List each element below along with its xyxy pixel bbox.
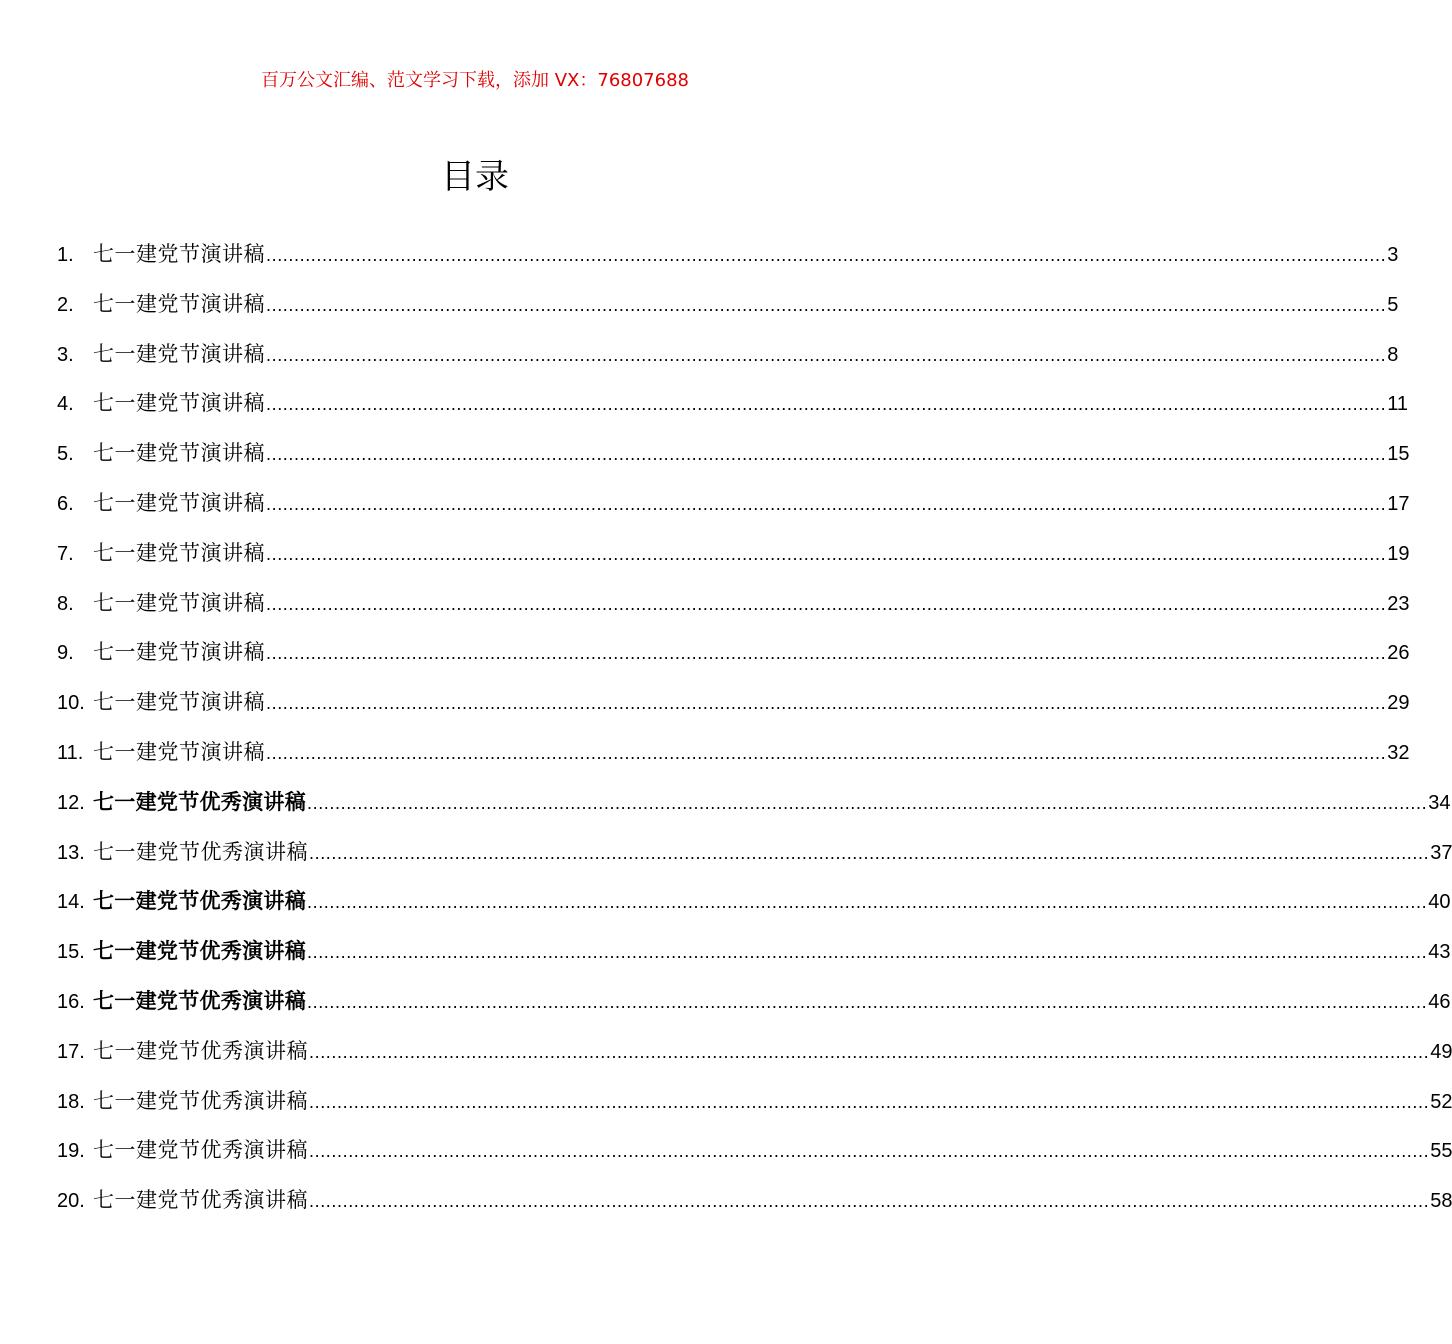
toc-entry[interactable] [57,832,1452,882]
toc-entry-page: 40 [1428,891,1451,914]
toc-entry-title: 七一建党节演讲稿 [93,391,265,416]
toc-entry[interactable] [57,383,1408,433]
toc-entry-title: 七一建党节演讲稿 [93,690,265,715]
toc-entry-title: 七一建党节演讲稿 [93,590,265,615]
toc-entry-number: 9. [57,642,74,665]
toc-entry-number: 5. [57,443,74,466]
toc-leader-dots: ........................................................................................................................................................................................................ [309,1141,1430,1162]
toc-leader-dots: ........................................................................................................................................................................................................ [266,394,1387,415]
toc-entry-number: 18. [57,1090,85,1113]
page-title: 目录 [441,156,509,197]
toc-entry[interactable] [57,732,1410,782]
toc-entry-page: 19 [1387,542,1410,565]
toc-leader-dots: ........................................................................................................................................................................................................ [266,593,1387,614]
toc-entry-title: 七一建党节演讲稿 [93,540,265,565]
table-of-contents [57,234,1452,1230]
toc-leader-dots: ........................................................................................................................................................................................................ [266,493,1387,514]
toc-entry-page: 15 [1387,443,1410,466]
toc-leader-dots: ........................................................................................................................................................................................................ [266,444,1387,465]
toc-entry-title: 七一建党节优秀演讲稿 [93,839,308,864]
toc-entry-page: 43 [1428,941,1451,964]
toc-entry-number: 4. [57,393,74,416]
toc-entry-number: 6. [57,492,74,515]
toc-leader-dots: ........................................................................................................................................................................................................ [309,1041,1430,1062]
toc-leader-dots: ........................................................................................................................................................................................................ [309,1191,1430,1212]
toc-entry-title: 七一建党节优秀演讲稿 [93,1088,308,1113]
toc-entry[interactable] [57,1130,1452,1180]
toc-entry[interactable] [57,881,1451,931]
header-note: 百万公文汇编、范文学习下载，添加 VX：76807688 [261,70,689,91]
toc-entry[interactable] [57,433,1410,483]
toc-entry-title: 七一建党节优秀演讲稿 [93,789,306,814]
toc-entry-title: 七一建党节演讲稿 [93,739,265,764]
toc-entry-number: 1. [57,244,74,266]
toc-entry[interactable] [57,533,1410,583]
toc-leader-dots: ........................................................................................................................................................................................................ [266,543,1387,564]
toc-leader-dots: ........................................................................................................................................................................................................ [307,792,1428,813]
toc-leader-dots: ........................................................................................................................................................................................................ [266,245,1387,265]
toc-entry-number: 16. [57,990,85,1013]
toc-entry-page: 29 [1387,692,1410,715]
toc-leader-dots: ........................................................................................................................................................................................................ [309,1091,1430,1112]
toc-entry-number: 3. [57,343,74,366]
toc-entry-page: 23 [1387,592,1410,615]
toc-entry-title: 七一建党节优秀演讲稿 [93,939,306,964]
toc-entry-page: 32 [1387,741,1410,764]
toc-entry[interactable] [57,583,1410,633]
toc-leader-dots: ........................................................................................................................................................................................................ [266,643,1387,664]
toc-leader-dots: ........................................................................................................................................................................................................ [307,942,1428,963]
toc-entry-number: 7. [57,542,74,565]
toc-entry-page: 3 [1387,244,1399,266]
toc-entry[interactable] [57,632,1410,682]
toc-entry-title: 七一建党节优秀演讲稿 [93,1038,308,1063]
toc-entry-title: 七一建党节优秀演讲稿 [93,1138,308,1163]
toc-entry-number: 20. [57,1190,85,1213]
toc-entry[interactable] [57,483,1410,533]
toc-entry-page: 26 [1387,642,1410,665]
toc-entry-number: 12. [57,791,85,814]
toc-entry-page: 11 [1387,393,1408,416]
toc-leader-dots: ........................................................................................................................................................................................................ [266,742,1387,763]
toc-entry-number: 2. [57,293,74,316]
toc-entry-number: 11. [57,741,84,764]
toc-entry-number: 13. [57,841,85,864]
toc-entry-title: 七一建党节演讲稿 [93,490,265,515]
toc-entry[interactable] [57,682,1410,732]
toc-leader-dots: ........................................................................................................................................................................................................ [266,693,1387,714]
toc-leader-dots: ........................................................................................................................................................................................................ [307,991,1428,1012]
toc-entry[interactable] [57,1180,1452,1230]
toc-leader-dots: ........................................................................................................................................................................................................ [266,344,1387,365]
toc-entry-title: 七一建党节演讲稿 [93,341,265,366]
toc-entry-title: 七一建党节优秀演讲稿 [93,1188,308,1213]
toc-entry[interactable] [57,234,1399,284]
toc-entry[interactable] [57,981,1451,1031]
toc-entry[interactable] [57,931,1451,981]
toc-entry[interactable] [57,334,1399,384]
toc-entry-title: 七一建党节优秀演讲稿 [93,889,306,914]
toc-entry-page: 49 [1430,1040,1452,1063]
toc-entry-title: 七一建党节演讲稿 [93,291,265,316]
toc-entry-number: 17. [57,1040,85,1063]
toc-leader-dots: ........................................................................................................................................................................................................ [266,294,1387,315]
toc-leader-dots: ........................................................................................................................................................................................................ [307,892,1428,913]
toc-entry-page: 17 [1387,492,1410,515]
toc-entry[interactable] [57,782,1451,832]
toc-entry-page: 37 [1430,841,1452,864]
toc-entry[interactable] [57,284,1399,334]
toc-entry-page: 58 [1430,1190,1452,1213]
toc-leader-dots: ........................................................................................................................................................................................................ [309,842,1430,863]
toc-entry-title: 七一建党节演讲稿 [93,242,265,266]
toc-entry-page: 8 [1387,343,1399,366]
toc-entry-page: 46 [1428,990,1451,1013]
toc-entry-page: 34 [1428,791,1451,814]
toc-entry-number: 19. [57,1140,85,1163]
toc-entry[interactable] [57,1081,1452,1131]
toc-entry[interactable] [57,1031,1452,1081]
toc-entry-title: 七一建党节演讲稿 [93,640,265,665]
toc-entry-number: 8. [57,592,74,615]
toc-entry-page: 55 [1430,1140,1452,1163]
toc-entry-page: 5 [1387,293,1399,316]
toc-entry-title: 七一建党节优秀演讲稿 [93,988,306,1013]
toc-entry-number: 15. [57,941,85,964]
toc-entry-number: 14. [57,891,85,914]
toc-entry-number: 10. [57,692,85,715]
toc-entry-page: 52 [1430,1090,1452,1113]
toc-entry-title: 七一建党节演讲稿 [93,441,265,466]
